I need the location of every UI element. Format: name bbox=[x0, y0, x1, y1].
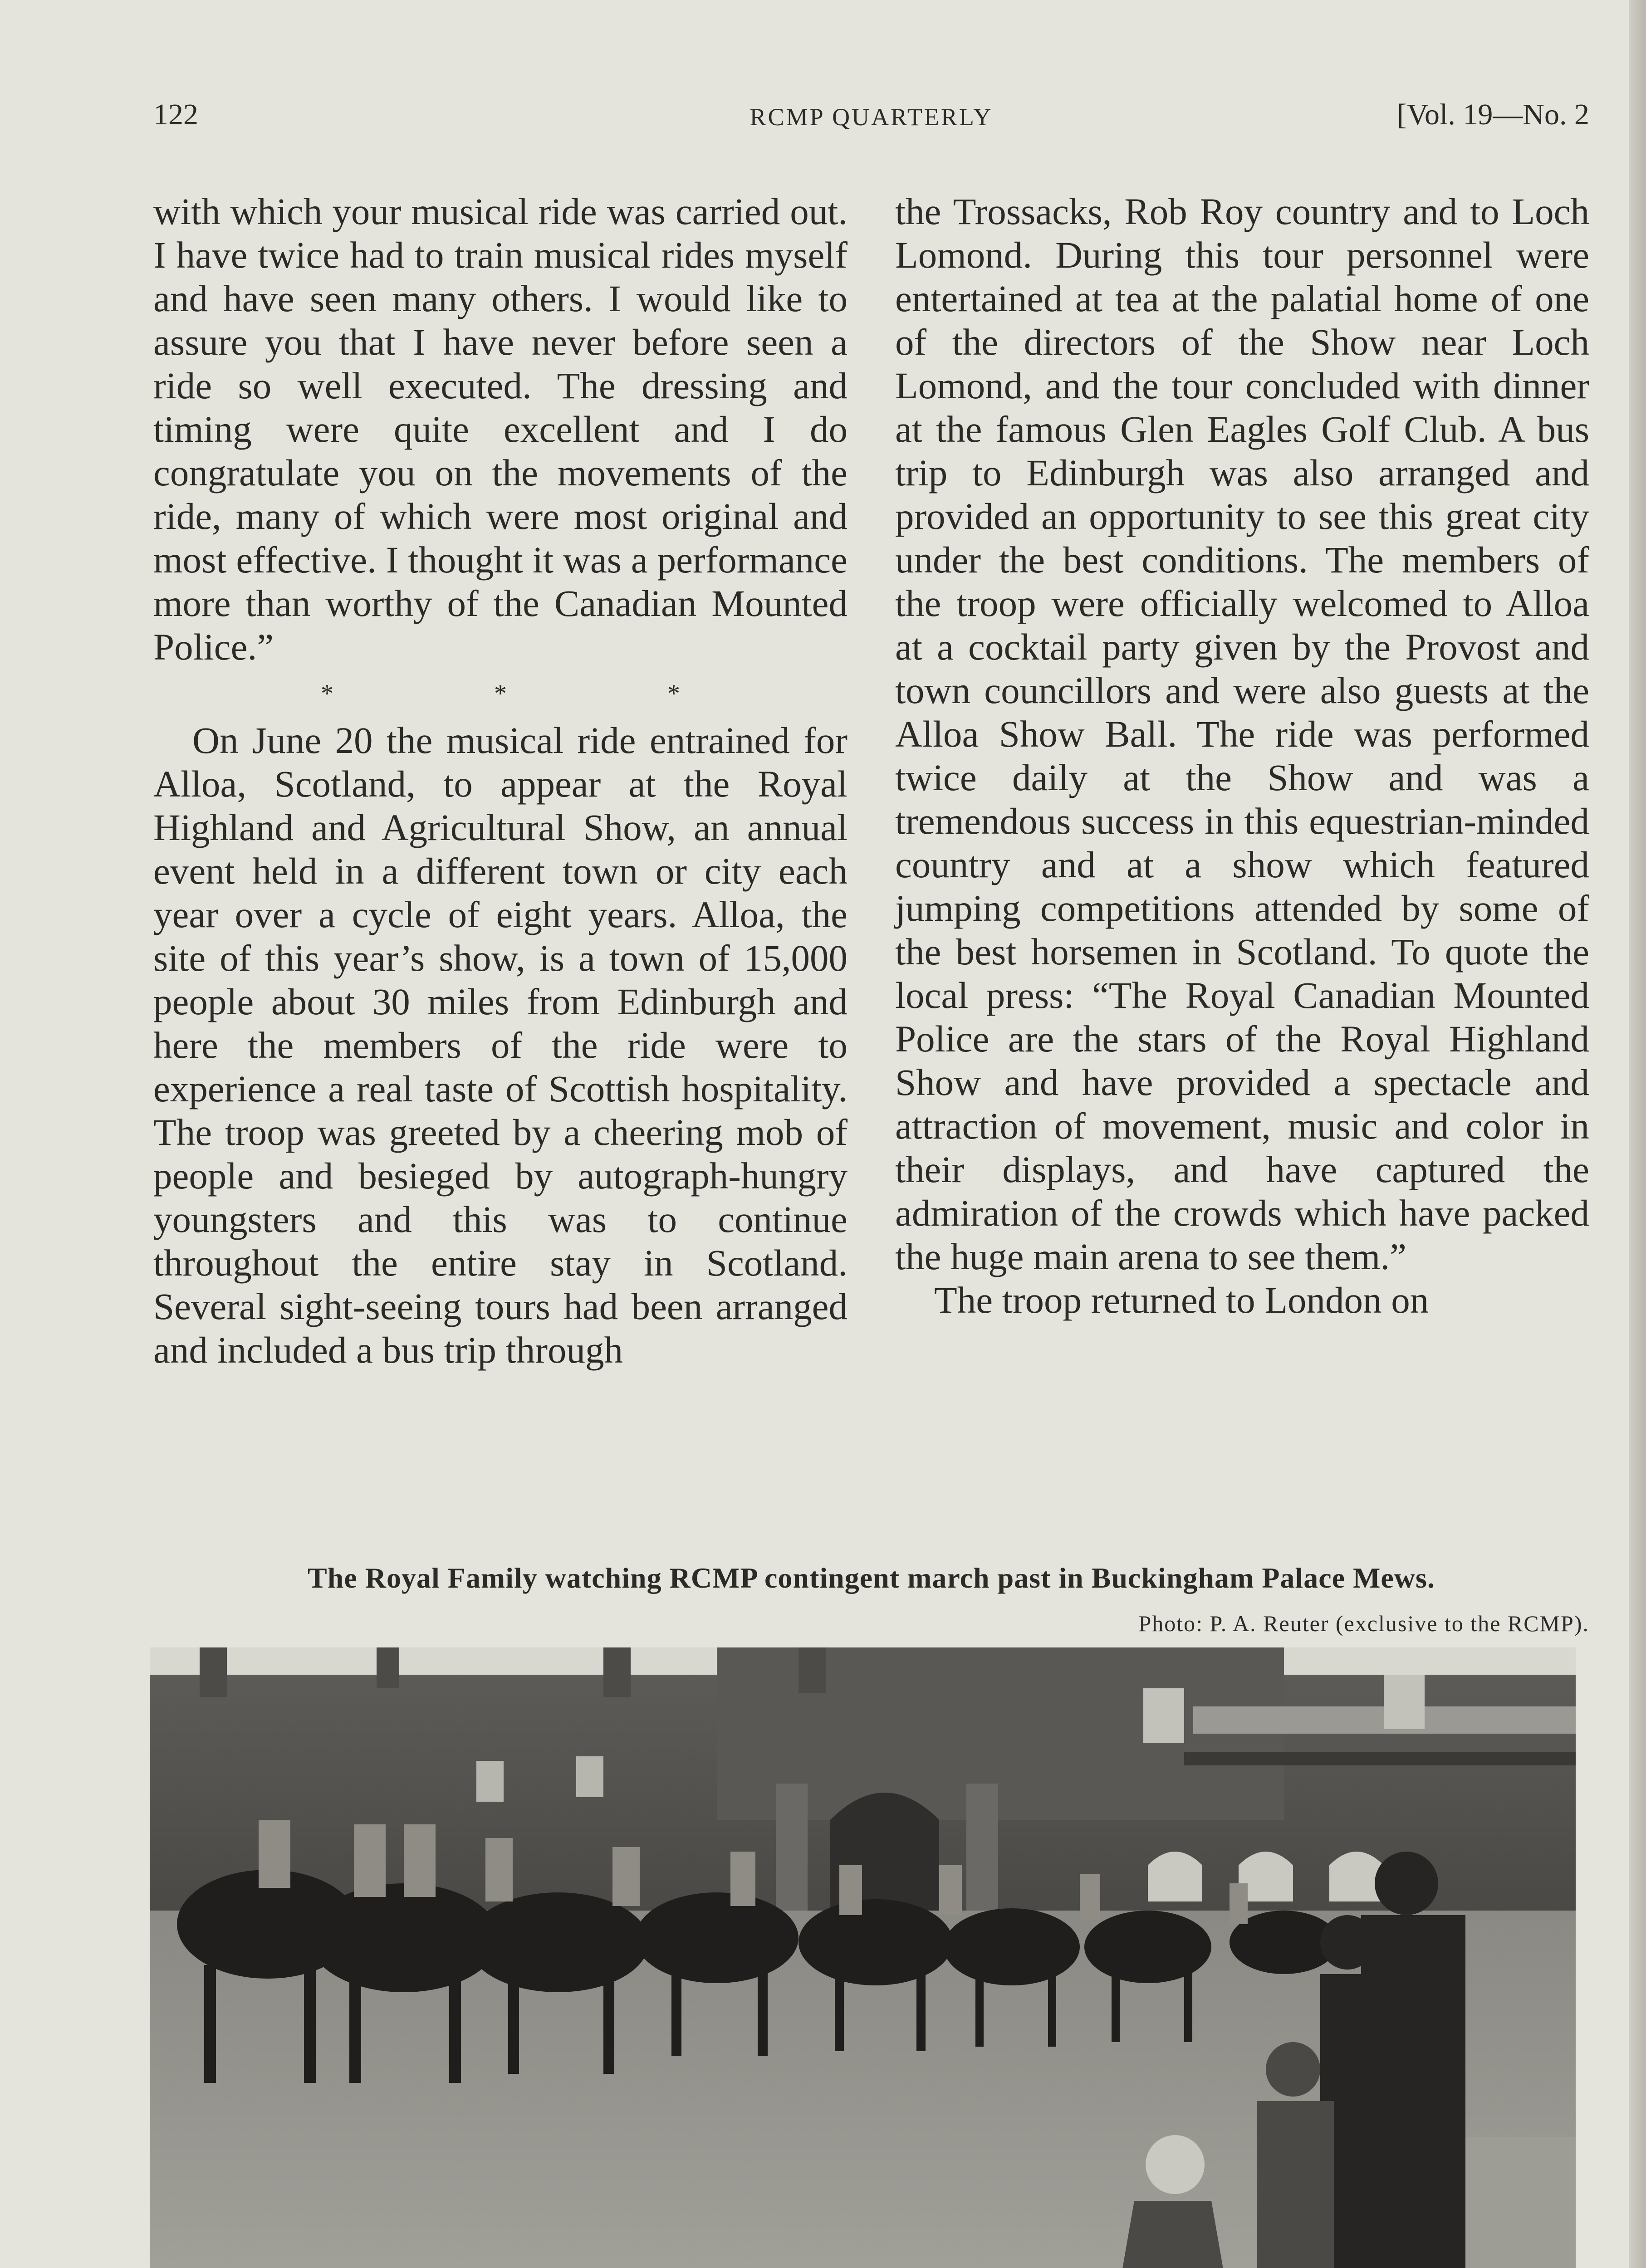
photo-royal-family-rcmp-march bbox=[150, 1647, 1576, 2268]
right-paragraph-2: The troop returned to London on bbox=[934, 1279, 1429, 1321]
left-paragraph-2: On June 20 the musical ride entrained for Alloa, Scotland, to appear at the Royal Highland and Agricultural Show, an annual event held in a different town or city each year over a cycle of eight years. Alloa, the site of this year’s show, is a town of 15,000 people about 30 miles from Edinburgh and here the members of the ride were to experience a real taste of Scottish hospitality. The troop was greeted by a cheering mob of people and besieged by autograph-hungry youngsters and this was to continue throughout the entire stay in Scotland. Several sight-seeing tours had been arranged and included a bus trip through bbox=[153, 719, 847, 1371]
issue-label: [Vol. 19—No. 2 bbox=[1396, 98, 1589, 131]
photo-credit: Photo: P. A. Reuter (exclusive to the RCMP). bbox=[1138, 1611, 1589, 1636]
left-column bbox=[153, 190, 847, 1372]
page-header bbox=[153, 98, 1589, 143]
left-paragraph-1: with which your musical ride was carried out. I have twice had to train musical rides myself and have seen many others. I would like to assure you that I have never before seen a ride so well executed. The dressing and timing were quite excellent and I do congratulate you on the movements of the ride, many of which were most original and most effective. I thought it was a performance more than worthy of the Canadian Mounted Police.” bbox=[153, 191, 847, 668]
section-separator: * * * bbox=[321, 679, 757, 708]
right-column bbox=[895, 190, 1589, 1322]
page-edge-shadow bbox=[1629, 0, 1646, 2268]
photo-image bbox=[150, 1647, 1576, 2268]
page-number: 122 bbox=[153, 98, 198, 131]
right-paragraph-1: the Trossacks, Rob Roy country and to Loch Lomond. During this tour personnel were entertained at tea at the palatial home of one of the directors of the Show near Loch Lomond, and the tour concluded with dinner at the famous Glen Eagles Golf Club. A bus trip to Edinburgh was also arranged and provided an opportunity to see this great city under the best conditions. The members of the troop were officially welcomed to Alloa at a cocktail party given by the Provost and town councillors and were also guests at the Alloa Show Ball. The ride was performed twice daily at the Show and was a tremendous success in this equestrian-minded country and at a show which featured jumping competitions attended by some of the best horsemen in Scotland. To quote the local press: “The Royal Canadian Mounted Police are the stars of the Royal Highland Show and have provided a spectacle and attraction of movement, music and color in their displays, and have captured the admiration of the crowds which have packed the huge main arena to see them.” bbox=[895, 191, 1589, 1277]
running-title: RCMP QUARTERLY bbox=[750, 103, 993, 131]
photo-caption: The Royal Family watching RCMP contingent march past in Buckingham Palace Mews. bbox=[308, 1562, 1435, 1594]
